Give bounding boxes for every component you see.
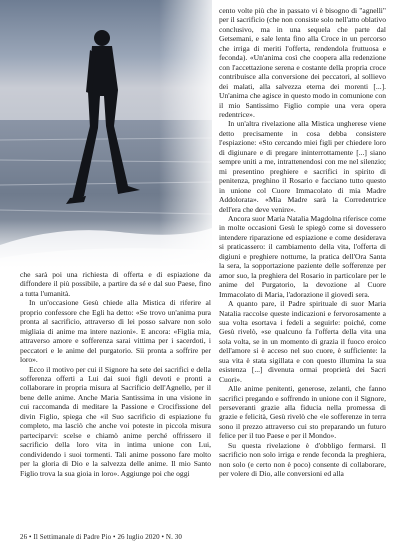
paragraph: cento volte più che in passato vi è bisogno di "agnelli" per il sacrificio (che non consiste solo nell'atto oblativo conclusivo, ma in una sequela che parte dal Getsemani, e sale lenta fino alla Croce in un percorso che irriga di meriti l'offerta, rendendola fruttuosa e feconda). «Un'anima così che coopera alla redenzione con l'accettazione serena e costante della propria croce contribuisce alla conversione dei peccatori, al sollievo dei malati, alla salvezza eterna dei morenti [...]. Un'anima che agisce in questo modo in comunione con il mio Santissimo Figlio compie una vera opera redentrice». [219, 6, 386, 119]
paragraph: che sarà poi una richiesta di offerta e di espiazione da diffondere il più possibile, a partire da sé e dal suo Paese, fino a tutta l'umanità. [20, 270, 211, 298]
paragraph: A quanto pare, il Padre spirituale di suor Maria Natalia raccolse queste indicazioni e fervorosamente a sua volta esortava i fedeli a seguirle: poiché, come Gesù rivelò, «se qualcuno fa l'offerta della vita una sola volta, se in un momento di grazia il fuoco eroico dell'amore si è acceso nel suo cuore, è sufficiente: la sua vita è stata sigillata e con questo illumina la sua esistenza [...] divenuta ormai proprietà dei Sacri Cuori». [219, 299, 386, 384]
paragraph: Su questa rivelazione è d'obbligo fermarsi. Il sacrificio non solo irriga e rende feconda la preghiera, non solo (e certo non è poco) consente di collaborare, per volere di Dio, alle conversioni ed alla [219, 440, 386, 479]
paragraph: Ecco il motivo per cui il Signore ha sete dei sacrifici e della sofferenza offerti a Lui dai suoi figli devoti e pronti a collaborare in propria misura al Sacrificio dell'Agnello, per il bene delle anime. Anche Maria Santissima in una visione in cui raccomanda di meditare la Passione e Crocifissione del divin Figlio, spiega che «il Suo sacrificio di espiazione fu completo, ma lasciò che anche voi poteste in piccola misura parteciparvi: scelse e chiamò anime perché offrissero il sacrificio della loro vita in intima unione con Lui, condividendo i suoi tormenti. Tali anime possono fare molto per la gloria di Dio e la salvezza delle anime. Il mio Santo Figlio trova la sua gioia in loro». Aggiunge poi che oggi [20, 364, 211, 478]
right-text-column [219, 6, 386, 479]
left-text-column [20, 270, 211, 478]
paragraph: In un'occasione Gesù chiede alla Mistica di riferire al proprio confessore che Egli ha detto: «Se trovo un'anima pura pronta al sacrificio, attraverso di lei posso salvare non solo migliaia di anime ma intere nazioni». E ancora: «Figlia mia, attraverso amore e sofferenza sarai vittima per i sacerdoti, i peccatori e le anime del purgatorio. Sii pronta a soffrire per loro». [20, 298, 211, 365]
beach-silhouette-photo [0, 0, 212, 268]
footer-text: 26 • Il Settimanale di Padre Pio • 26 luglio 2020 • N. 30 [20, 533, 182, 541]
paragraph: Ancora suor Maria Natalia Magdolna riferisce come in molte occasioni Gesù le spiegò come si dovessero intendere riparazione ed espiazione e come desiderava si praticassero: il cambiamento della vita, l'offerta di digiuni e preghiere notturne, la pratica dell'Ora Santa la sera, la sopportazione paziente delle sofferenze per amor suo, la preghiera del Rosario in particolare per le anime del Purgatorio, la devozione al Cuore Immacolato di Maria, l'adorazione il giovedì sera. [219, 213, 386, 299]
paragraph: Alle anime penitenti, generose, zelanti, che fanno sacrifici pregando e soffrendo in unione con il Signore, perseveranti grazie alla fiducia nella promessa di grazie e felicità, Gesù rivelò che «le sofferenze in terra sono il prezzo attraverso cui sto preparando un futuro felice per il tuo Paese e per il Mondo». [219, 384, 386, 441]
page-footer [20, 533, 386, 541]
paragraph: In un'altra rivelazione alla Mistica ungherese viene detto precisamente in cosa debba consistere l'espiazione: «Sto cercando miei figli per chiedere loro di digiunare e di pregare ininterrottamente [...] siano sempre uniti a me, intrattenendosi con me nel silenzio; mi presentino preghiere e sacrifici in spirito di penitenza, preghino il Rosario e facciano tutto questo in unione col Cuore Immacolato di mia Madre Addolorata». «Mia Madre sarà la Corredentrice dell'era che deve venire». [219, 119, 386, 214]
